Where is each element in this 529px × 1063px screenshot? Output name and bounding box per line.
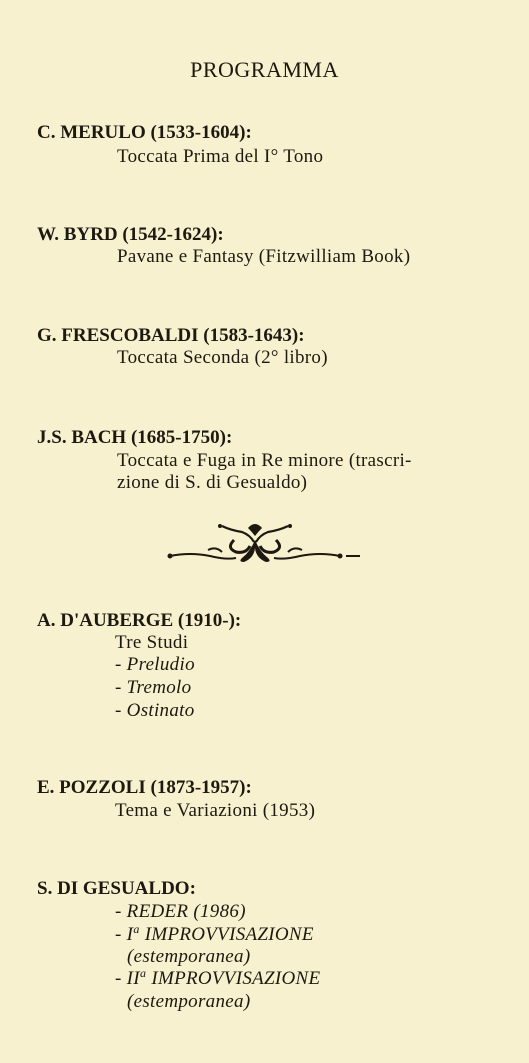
ordinal-sup: a	[133, 922, 140, 936]
piece-dauberge-title: Tre Studi	[115, 632, 189, 653]
composer-pozzoli: E. POZZOLI (1873-1957):	[37, 777, 252, 798]
piece-gesualdo-improv-2-sub: (estemporanea)	[127, 991, 251, 1012]
improv-title: IMPROVVISAZIONE	[151, 968, 321, 989]
piece-dauberge-movement: - Tremolo	[115, 677, 192, 698]
composer-dauberge: A. D'AUBERGE (1910-):	[37, 610, 242, 631]
composer-merulo: C. MERULO (1533-1604):	[37, 122, 252, 143]
composer-bach: J.S. BACH (1685-1750):	[37, 427, 233, 448]
piece-dauberge-movement: - Ostinato	[115, 700, 195, 721]
piece-gesualdo-reder: - REDER (1986)	[115, 901, 246, 922]
composer-di-gesualdo: S. DI GESUALDO:	[37, 878, 196, 899]
floral-divider-icon	[150, 518, 360, 570]
page-title: PROGRAMMA	[190, 57, 339, 82]
piece-byrd: Pavane e Fantasy (Fitzwilliam Book)	[117, 246, 411, 267]
piece-merulo: Toccata Prima del I° Tono	[117, 146, 324, 167]
piece-gesualdo-improv-1-sub: (estemporanea)	[127, 946, 251, 967]
ordinal-sup: a	[139, 966, 147, 980]
piece-gesualdo-improv-1	[115, 924, 314, 946]
piece-frescobaldi: Toccata Seconda (2° libro)	[117, 347, 328, 368]
ordinal-prefix: - II	[115, 968, 140, 989]
piece-bach-line-1: Toccata e Fuga in Re minore (trascri-	[117, 450, 412, 471]
piece-dauberge-movement: - Preludio	[115, 654, 195, 675]
composer-frescobaldi: G. FRESCOBALDI (1583-1643):	[37, 325, 305, 346]
improv-title: IMPROVVISAZIONE	[144, 924, 314, 945]
piece-bach-line-2: zione di S. di Gesualdo)	[117, 472, 308, 493]
piece-gesualdo-improv-2	[115, 968, 320, 990]
ordinal-prefix: - I	[115, 924, 134, 945]
composer-byrd: W. BYRD (1542-1624):	[37, 224, 224, 245]
piece-pozzoli: Tema e Variazioni (1953)	[115, 800, 316, 821]
